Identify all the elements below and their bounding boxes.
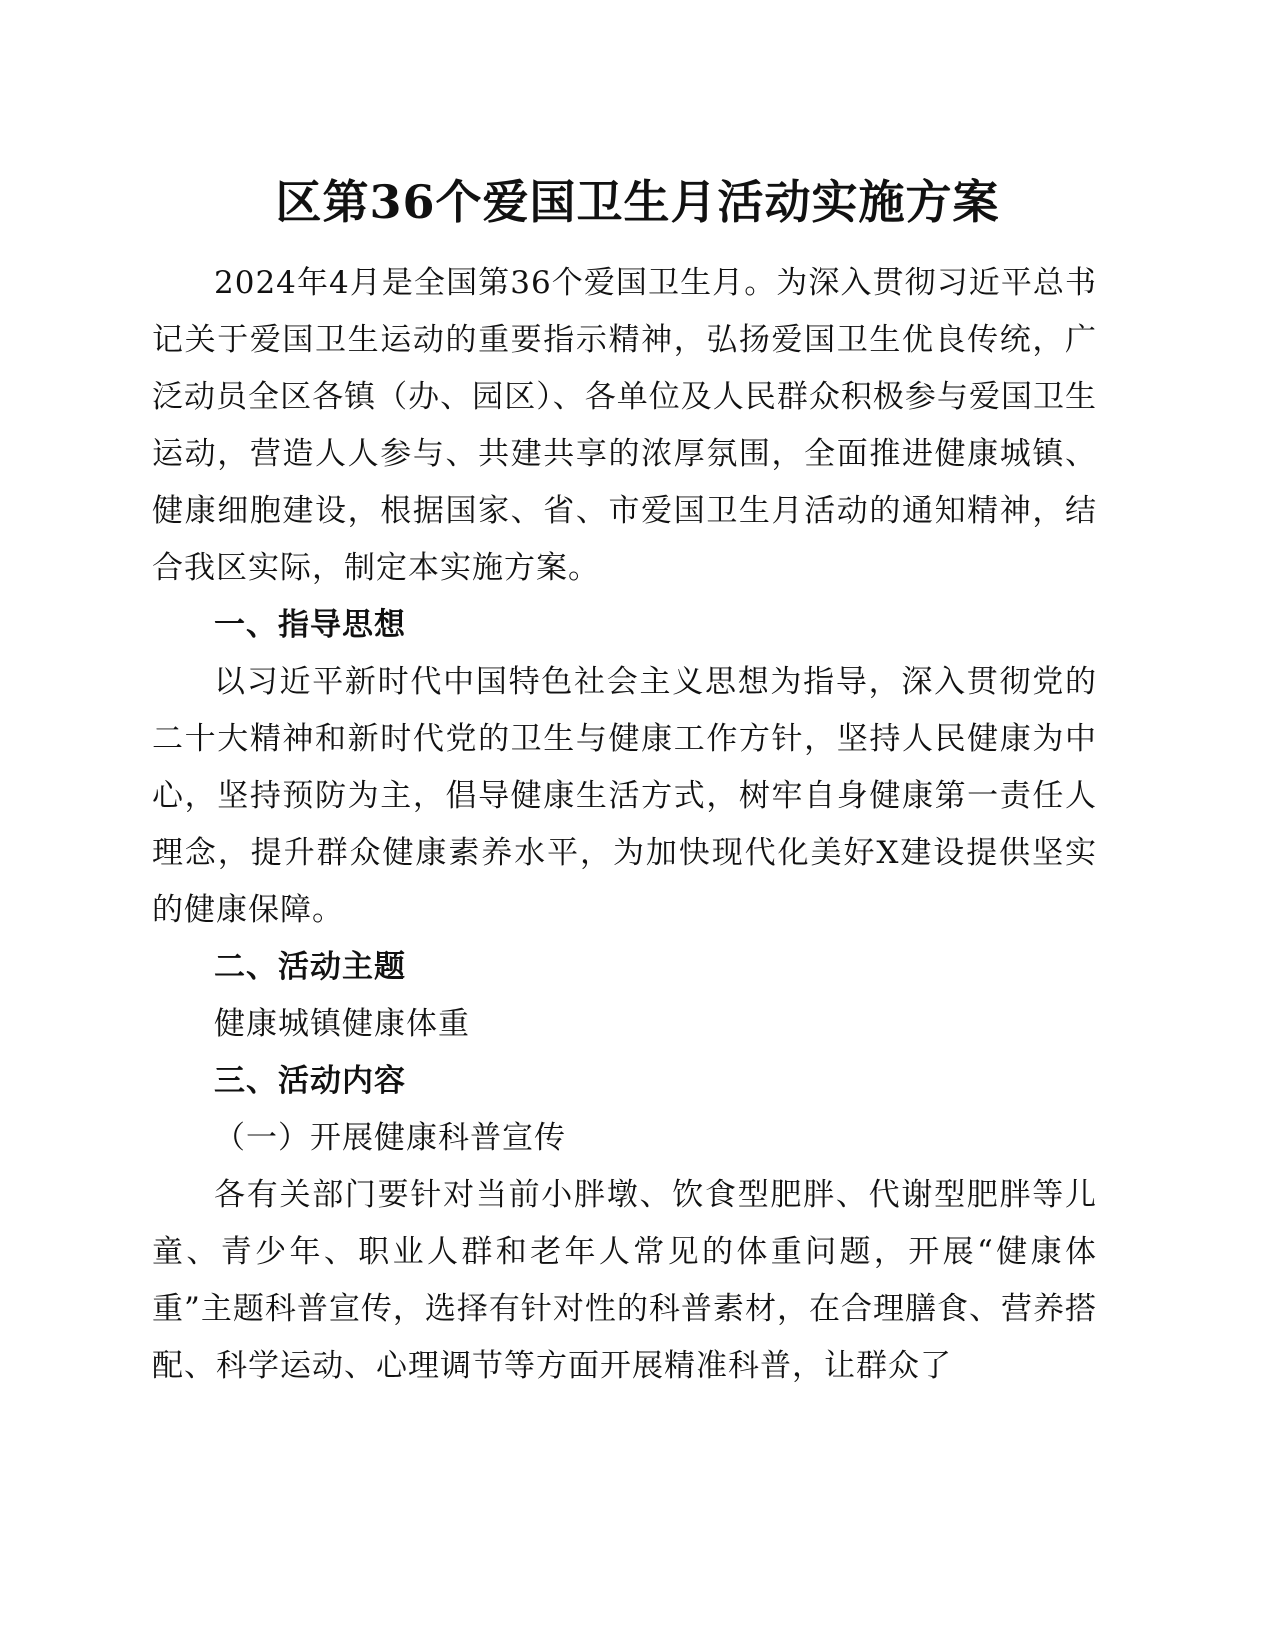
activity-theme-paragraph: 健康城镇健康体重	[214, 1006, 470, 1042]
science-publicity-paragraph: 各有关部门要针对当前小胖墩、饮食型肥胖、代谢型肥胖等儿童、青少年、职业人群和老年人常见的体重问题，开展“健康体重”主题科普宣传，选择有针对性的科普素材，在合理膳食、营养搭配、科学运动、心理调节等方面开展精准科普，让群众了	[152, 1177, 1097, 1384]
section-heading-guiding-thought: 一、指导思想	[214, 607, 406, 643]
subsection-heading-science-publicity: （一）开展健康科普宣传	[214, 1120, 566, 1156]
section-heading-activity-theme: 二、活动主题	[214, 949, 406, 985]
guiding-thought-paragraph: 以习近平新时代中国特色社会主义思想为指导，深入贯彻党的二十大精神和新时代党的卫生与健康工作方针，坚持人民健康为中心，坚持预防为主，倡导健康生活方式，树牢自身健康第一责任人理念，提升群众健康素养水平，为加快现代化美好X建设提供坚实的健康保障。	[152, 664, 1097, 928]
document-title: 区第36个爱国卫生月活动实施方案	[275, 175, 1000, 229]
section-heading-activity-content: 三、活动内容	[214, 1063, 406, 1099]
document-body	[152, 255, 1097, 1395]
intro-paragraph: 2024年4月是全国第36个爱国卫生月。为深入贯彻习近平总书记关于爱国卫生运动的重要指示精神，弘扬爱国卫生优良传统，广泛动员全区各镇（办、园区）、各单位及人民群众积极参与爱国卫生运动，营造人人参与、共建共享的浓厚氛围，全面推进健康城镇、健康细胞建设，根据国家、省、市爱国卫生月活动的通知精神，结合我区实际，制定本实施方案。	[152, 265, 1097, 586]
